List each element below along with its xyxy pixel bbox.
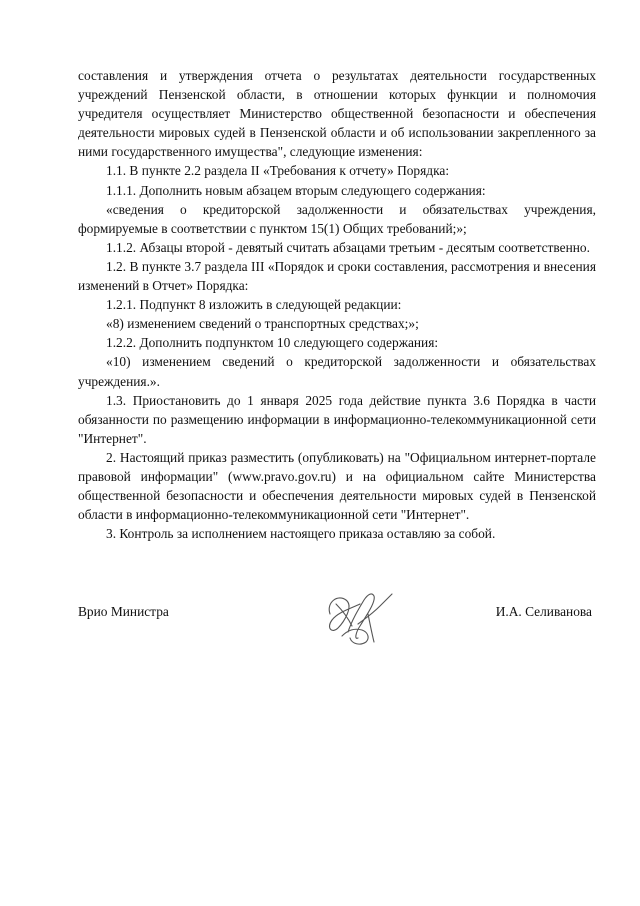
signatory-position: Врио Министра [78, 604, 169, 619]
document-body [78, 66, 596, 543]
paragraph-quoted-item-8: «8) изменением сведений о транспортных средствах;»; [106, 316, 419, 332]
paragraph-3: 3. Контроль за исполнением настоящего приказа оставляю за собой. [106, 526, 496, 542]
signatory-name: И.А. Селиванова [495, 604, 592, 619]
paragraph-1-1-1: 1.1.1. Дополнить новым абзацем вторым следующего содержания: [106, 182, 486, 198]
paragraph-1-2-1: 1.2.1. Подпункт 8 изложить в следующей редакции: [106, 297, 402, 313]
paragraph-quoted-insert-1: «сведения о кредиторской задолженности и обязательствах учреждения, формируемые в соответствии с пунктом 15(1) Общих требований;»; [78, 201, 596, 236]
paragraph-2: 2. Настоящий приказ разместить (опубликовать) на "Официальном интернет-портале правовой информации" (www.pravo.gov.ru) и на официальном сайте Министерства общественной безопасности и обеспечения деятельности мировых судей в Пензенской области в информационно-телекоммуникационной сети "Интернет". [78, 449, 596, 523]
paragraph-quoted-item-10: «10) изменением сведений о кредиторской задолженности и обязательствах учреждения.». [78, 354, 596, 389]
paragraph-1-1-2: 1.1.2. Абзацы второй - девятый считать абзацами третьим - десятым соответственно. [106, 239, 590, 255]
handwritten-signature-icon [308, 584, 398, 654]
paragraph-1-2-2: 1.2.2. Дополнить подпунктом 10 следующего содержания: [106, 335, 439, 351]
paragraph-1-2: 1.2. В пункте 3.7 раздела III «Порядок и сроки составления, рассмотрения и внесения изменений в Отчет» Порядка: [78, 258, 596, 294]
paragraph-1-3: 1.3. Приостановить до 1 января 2025 года действие пункта 3.6 Порядка в части обязанности по размещению информации в информационно-телекоммуникационной сети "Интернет". [78, 392, 596, 446]
paragraph-1-1: 1.1. В пункте 2.2 раздела II «Требования к отчету» Порядка: [106, 163, 450, 179]
signature-block [78, 598, 596, 658]
paragraph-intro-continuation: составления и утверждения отчета о результатах деятельности государственных учреждений Пензенской области, в отношении которых функции и полномочия учредителя осуществляет Министерство общественной безопасности и обеспечения деятельности мировых судей в Пензенской области и об использовании закрепленного за ними государственного имущества", следующие изменения: [78, 68, 596, 160]
